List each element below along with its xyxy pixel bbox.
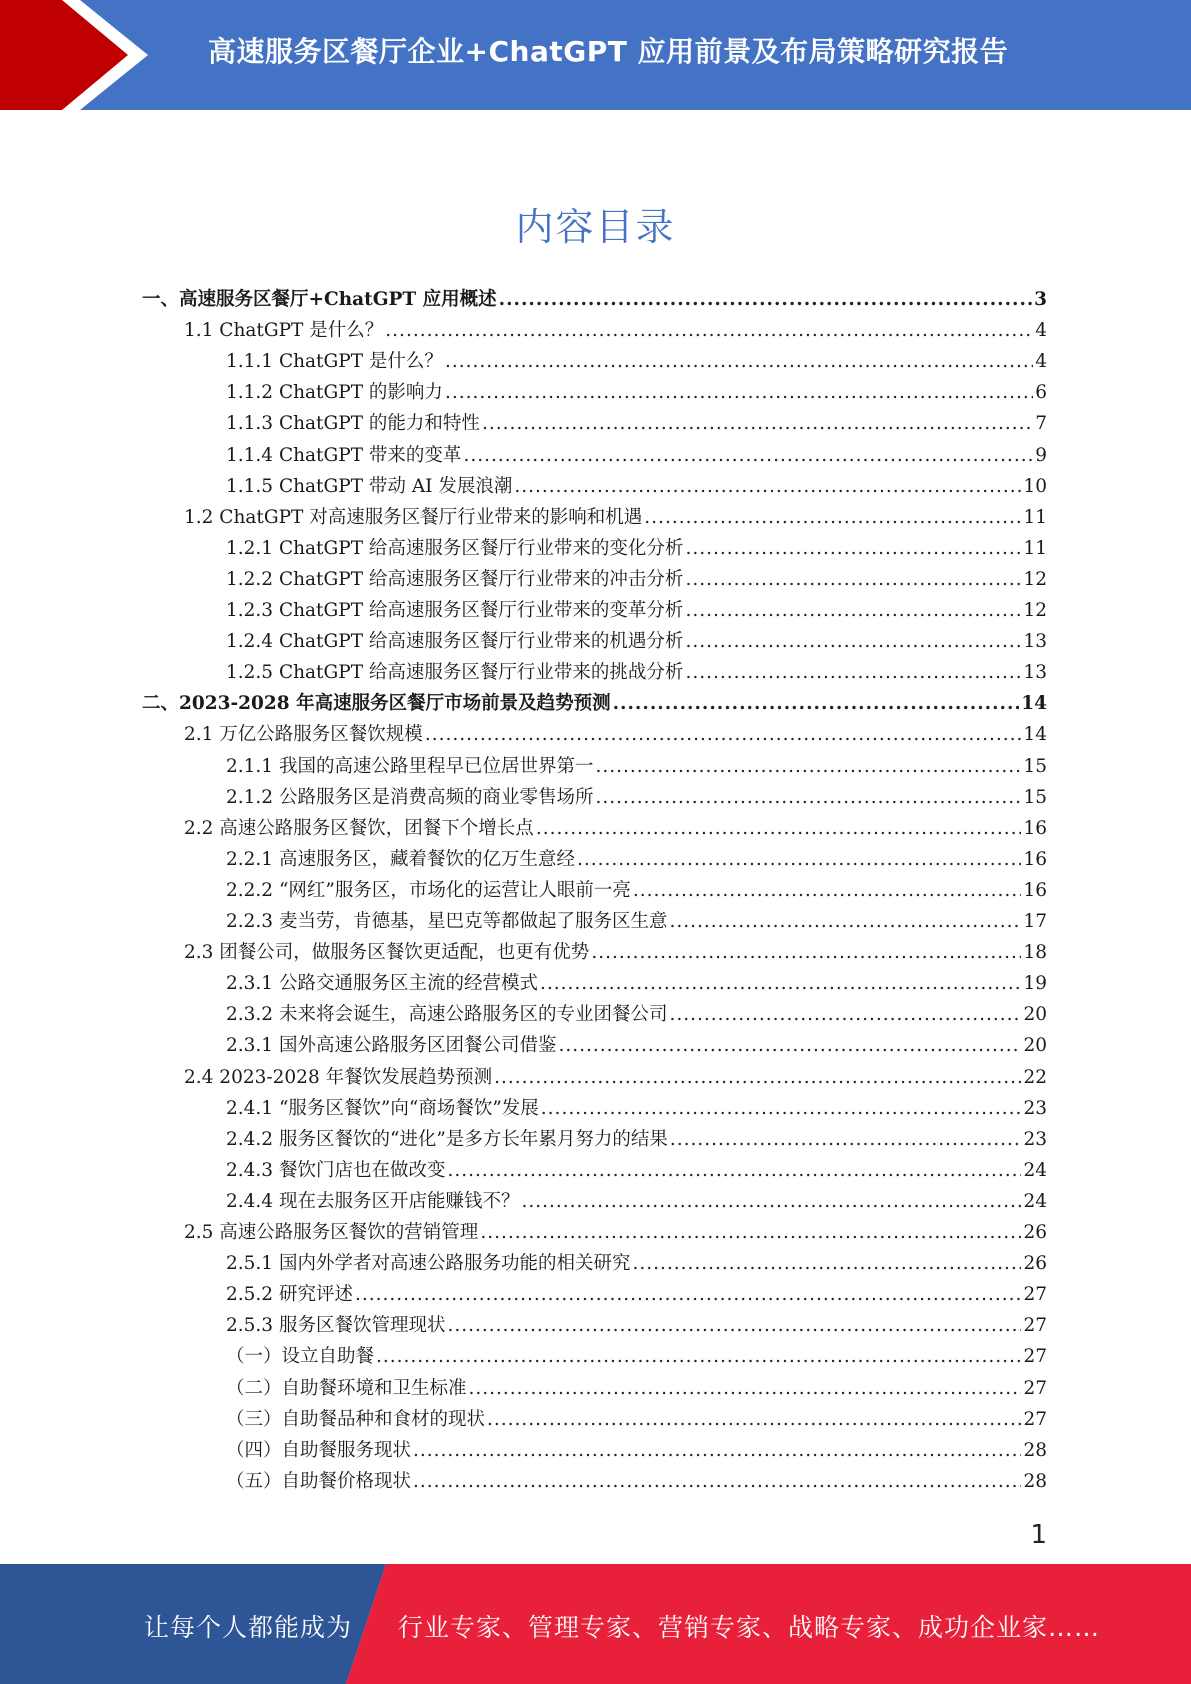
toc-entry-page: 4 bbox=[1035, 351, 1047, 373]
toc-entry[interactable] bbox=[142, 284, 1047, 315]
toc-entry[interactable] bbox=[226, 906, 1047, 937]
toc-entry-page: 13 bbox=[1023, 631, 1047, 653]
toc-entry-page: 23 bbox=[1023, 1097, 1047, 1119]
toc-entry[interactable] bbox=[226, 875, 1047, 906]
toc-entry-label: （三）自助餐品种和食材的现状 bbox=[226, 1408, 486, 1430]
toc-entry-page: 26 bbox=[1023, 1222, 1047, 1243]
toc-entry-label: 2.5.2 研究评述 bbox=[226, 1284, 353, 1306]
toc-entry-page: 15 bbox=[1023, 786, 1047, 808]
toc-entry[interactable] bbox=[226, 782, 1047, 813]
toc-leader-dots bbox=[685, 595, 1021, 626]
toc-entry-page: 27 bbox=[1023, 1408, 1047, 1430]
toc-entry-label: 2.3.1 公路交通服务区主流的经营模式 bbox=[226, 973, 538, 995]
toc-entry-label: 2.4 2023-2028 年餐饮发展趋势预测 bbox=[184, 1066, 493, 1088]
toc-entry[interactable] bbox=[226, 1373, 1047, 1404]
toc-entry-label: （四）自助餐服务现状 bbox=[226, 1439, 412, 1461]
toc-entry-label: 2.3 团餐公司，做服务区餐饮更适配，也更有优势 bbox=[184, 942, 590, 964]
toc-entry-label: 2.3.2 未来将会诞生，高速公路服务区的专业团餐公司 bbox=[226, 1004, 668, 1026]
toc-entry-page: 10 bbox=[1023, 475, 1047, 497]
toc-leader-dots bbox=[447, 1310, 1021, 1341]
toc-entry-page: 22 bbox=[1023, 1066, 1047, 1088]
toc-entry-page: 11 bbox=[1023, 506, 1047, 528]
toc-entry-label: 2.5.3 服务区餐饮管理现状 bbox=[226, 1315, 446, 1337]
footer-slogan-left: 让每个人都能成为 bbox=[144, 1613, 353, 1642]
toc-leader-dots bbox=[685, 533, 1021, 564]
toc-entry[interactable] bbox=[226, 1435, 1047, 1466]
toc-entry-label: 1.2.2 ChatGPT 给高速服务区餐厅行业带来的冲击分析 bbox=[226, 568, 684, 590]
toc-entry[interactable] bbox=[226, 408, 1047, 439]
toc-entry-label: 2.2.3 麦当劳，肯德基，星巴克等都做起了服务区生意 bbox=[226, 911, 668, 932]
toc-entry-label: 2.1.2 公路服务区是消费高频的商业零售场所 bbox=[226, 786, 594, 808]
toc-entry-label: 1.2 ChatGPT 对高速服务区餐厅行业带来的影响和机遇 bbox=[184, 506, 643, 528]
toc-entry[interactable] bbox=[226, 1341, 1047, 1372]
toc-entry-page: 20 bbox=[1023, 1004, 1047, 1026]
toc-leader-dots bbox=[445, 377, 1033, 408]
toc-entry-label: 2.2.2 “网红”服务区，市场化的运营让人眼前一亮 bbox=[226, 879, 631, 901]
toc-entry-page: 16 bbox=[1023, 879, 1047, 901]
toc-leader-dots bbox=[558, 1030, 1021, 1061]
toc-entry-label: 2.1 万亿公路服务区餐饮规模 bbox=[184, 724, 423, 746]
toc-leader-dots bbox=[463, 440, 1033, 471]
footer-banner bbox=[0, 1564, 1191, 1684]
toc-leader-dots bbox=[595, 782, 1021, 813]
toc-entry[interactable] bbox=[226, 377, 1047, 408]
toc-entry[interactable] bbox=[226, 1093, 1047, 1124]
toc-leader-dots bbox=[487, 1404, 1021, 1435]
toc-leader-dots bbox=[685, 564, 1021, 595]
toc-entry[interactable] bbox=[226, 968, 1047, 999]
toc-leader-dots bbox=[595, 751, 1021, 782]
toc-entry-label: 1.2.5 ChatGPT 给高速服务区餐厅行业带来的挑战分析 bbox=[226, 662, 684, 684]
toc-entry-page: 4 bbox=[1035, 320, 1047, 342]
toc-entry-label: 2.4.3 餐饮门店也在做改变 bbox=[226, 1159, 446, 1181]
toc-leader-dots bbox=[494, 1062, 1021, 1093]
toc-entry-page: 17 bbox=[1023, 911, 1047, 932]
toc-entry-label: 2.2.1 高速服务区，藏着餐饮的亿万生意经 bbox=[226, 848, 575, 870]
toc-entry[interactable] bbox=[226, 533, 1047, 564]
toc-entry-page: 12 bbox=[1023, 568, 1047, 590]
toc-entry-page: 26 bbox=[1023, 1253, 1047, 1275]
toc-entry-page: 12 bbox=[1023, 600, 1047, 621]
toc-entry-page: 14 bbox=[1021, 693, 1047, 715]
toc-leader-dots bbox=[445, 346, 1033, 377]
toc-entry-label: 2.4.1 “服务区餐饮”向“商场餐饮”发展 bbox=[226, 1097, 539, 1119]
toc-leader-dots bbox=[482, 408, 1033, 439]
toc-leader-dots bbox=[685, 626, 1021, 657]
toc-entry[interactable] bbox=[226, 440, 1047, 471]
toc-entry-page: 16 bbox=[1023, 848, 1047, 870]
toc-entry-label: 2.4.4 现在去服务区开店能赚钱不？ bbox=[226, 1190, 520, 1212]
toc-entry-page: 6 bbox=[1035, 382, 1047, 404]
toc-leader-dots bbox=[541, 1093, 1022, 1124]
toc-leader-dots bbox=[376, 1341, 1021, 1372]
toc-leader-dots bbox=[413, 1466, 1021, 1497]
toc-entry-page: 24 bbox=[1023, 1190, 1047, 1212]
toc-entry-page: 28 bbox=[1023, 1470, 1047, 1492]
toc-entry-page: 28 bbox=[1023, 1439, 1047, 1461]
toc-leader-dots bbox=[670, 1124, 1022, 1155]
toc-entry[interactable] bbox=[184, 315, 1047, 346]
toc-entry[interactable] bbox=[184, 1217, 1047, 1248]
toc-entry-label: 1.2.3 ChatGPT 给高速服务区餐厅行业带来的变革分析 bbox=[226, 600, 684, 621]
toc-entry[interactable] bbox=[226, 1310, 1047, 1341]
toc-entry-label: 1.1.3 ChatGPT 的能力和特性 bbox=[226, 413, 480, 435]
toc-entry-label: 1.1 ChatGPT 是什么？ bbox=[184, 320, 384, 342]
toc-entry[interactable] bbox=[184, 719, 1047, 750]
toc-entry[interactable] bbox=[184, 502, 1047, 533]
toc-entry[interactable] bbox=[226, 1466, 1047, 1497]
toc-entry[interactable] bbox=[226, 999, 1047, 1030]
toc-entry[interactable] bbox=[226, 844, 1047, 875]
toc-entry-label: 二、2023-2028 年高速服务区餐厅市场前景及趋势预测 bbox=[142, 693, 611, 715]
toc-leader-dots bbox=[355, 1279, 1022, 1310]
toc-leader-dots bbox=[613, 688, 1020, 719]
toc-entry-page: 19 bbox=[1023, 973, 1047, 995]
toc-leader-dots bbox=[514, 471, 1021, 502]
toc-entry-label: 1.1.4 ChatGPT 带来的变革 bbox=[226, 444, 462, 466]
toc-leader-dots bbox=[480, 1217, 1021, 1248]
toc-entry-label: 2.5 高速公路服务区餐饮的营销管理 bbox=[184, 1222, 479, 1243]
toc-entry-page: 16 bbox=[1023, 817, 1047, 839]
toc-entry-page: 9 bbox=[1035, 444, 1047, 466]
toc-entry-page: 15 bbox=[1023, 755, 1047, 777]
toc-entry-page: 11 bbox=[1023, 537, 1047, 559]
header-banner bbox=[0, 0, 1191, 110]
toc-entry-page: 3 bbox=[1034, 289, 1047, 310]
footer-slogan-right: 行业专家、管理专家、营销专家、战略专家、成功企业家…… bbox=[398, 1613, 1101, 1642]
toc-entry-page: 23 bbox=[1023, 1128, 1047, 1150]
toc-leader-dots bbox=[425, 719, 1022, 750]
toc-entry-label: （一）设立自助餐 bbox=[226, 1346, 375, 1368]
toc-leader-dots bbox=[669, 999, 1021, 1030]
toc-entry[interactable] bbox=[226, 1248, 1047, 1279]
toc-leader-dots bbox=[633, 875, 1022, 906]
toc-leader-dots bbox=[577, 844, 1021, 875]
toc-leader-dots bbox=[644, 502, 1021, 533]
toc-entry[interactable] bbox=[226, 1124, 1047, 1155]
toc-entry-label: （二）自助餐环境和卫生标准 bbox=[226, 1377, 467, 1399]
toc-entry[interactable] bbox=[226, 346, 1047, 377]
toc-entry-label: 2.3.1 国外高速公路服务区团餐公司借鉴 bbox=[226, 1035, 557, 1057]
toc-entry[interactable] bbox=[184, 1062, 1047, 1093]
toc-entry-page: 27 bbox=[1023, 1346, 1047, 1368]
toc-entry-page: 14 bbox=[1023, 724, 1047, 746]
toc-leader-dots bbox=[413, 1435, 1021, 1466]
toc-entry-label: 一、高速服务区餐厅+ChatGPT 应用概述 bbox=[142, 289, 497, 310]
toc-leader-dots bbox=[521, 1186, 1021, 1217]
toc-entry[interactable] bbox=[226, 626, 1047, 657]
toc-leader-dots bbox=[669, 906, 1021, 937]
toc-entry-page: 20 bbox=[1023, 1035, 1047, 1057]
toc-entry-page: 27 bbox=[1023, 1315, 1047, 1337]
toc-leader-dots bbox=[499, 284, 1032, 315]
toc-entry-label: 2.1.1 我国的高速公路里程早已位居世界第一 bbox=[226, 755, 594, 777]
toc-leader-dots bbox=[385, 315, 1033, 346]
toc-entry[interactable] bbox=[226, 1155, 1047, 1186]
toc-entry-label: （五）自助餐价格现状 bbox=[226, 1470, 412, 1492]
toc-entry[interactable] bbox=[142, 688, 1047, 719]
toc-entry[interactable] bbox=[226, 471, 1047, 502]
toc-heading: 内容目录 bbox=[515, 205, 676, 249]
toc-entry-page: 27 bbox=[1023, 1284, 1047, 1306]
toc-entry-label: 1.2.1 ChatGPT 给高速服务区餐厅行业带来的变化分析 bbox=[226, 537, 684, 559]
toc-entry[interactable] bbox=[226, 1279, 1047, 1310]
page-number: 1 bbox=[1030, 1520, 1047, 1550]
toc-entry[interactable] bbox=[226, 1404, 1047, 1435]
toc-entry[interactable] bbox=[184, 813, 1047, 844]
toc-leader-dots bbox=[591, 937, 1021, 968]
toc-leader-dots bbox=[447, 1155, 1021, 1186]
toc-entry-label: 1.1.2 ChatGPT 的影响力 bbox=[226, 382, 443, 404]
toc-leader-dots bbox=[632, 1248, 1021, 1279]
toc-entry[interactable] bbox=[184, 937, 1047, 968]
toc-entry[interactable] bbox=[226, 564, 1047, 595]
toc-entry-page: 13 bbox=[1023, 662, 1047, 684]
toc-leader-dots bbox=[469, 1373, 1022, 1404]
toc-entry-label: 1.2.4 ChatGPT 给高速服务区餐厅行业带来的机遇分析 bbox=[226, 631, 684, 653]
toc-entry-label: 2.2 高速公路服务区餐饮，团餐下个增长点 bbox=[184, 817, 534, 839]
toc-leader-dots bbox=[540, 968, 1021, 999]
toc-entry-page: 24 bbox=[1023, 1159, 1047, 1181]
toc-entry-page: 7 bbox=[1035, 413, 1047, 435]
toc-leader-dots bbox=[685, 657, 1021, 688]
toc-entry-label: 1.1.5 ChatGPT 带动 AI 发展浪潮 bbox=[226, 475, 513, 497]
toc-entry[interactable] bbox=[226, 1030, 1047, 1061]
report-title: 高速服务区餐厅企业+ChatGPT 应用前景及布局策略研究报告 bbox=[208, 35, 1009, 68]
toc-entry[interactable] bbox=[226, 595, 1047, 626]
toc-entry-label: 1.1.1 ChatGPT 是什么？ bbox=[226, 351, 443, 373]
toc-entry[interactable] bbox=[226, 657, 1047, 688]
toc-entry-label: 2.5.1 国内外学者对高速公路服务功能的相关研究 bbox=[226, 1253, 631, 1275]
toc-entry-label: 2.4.2 服务区餐饮的“进化”是多方长年累月努力的结果 bbox=[226, 1128, 668, 1150]
toc-entry[interactable] bbox=[226, 751, 1047, 782]
chevron-arrow-icon bbox=[0, 0, 160, 110]
toc-entry[interactable] bbox=[226, 1186, 1047, 1217]
toc-leader-dots bbox=[536, 813, 1022, 844]
toc-entry-page: 18 bbox=[1023, 942, 1047, 964]
toc-entry-page: 27 bbox=[1023, 1377, 1047, 1399]
